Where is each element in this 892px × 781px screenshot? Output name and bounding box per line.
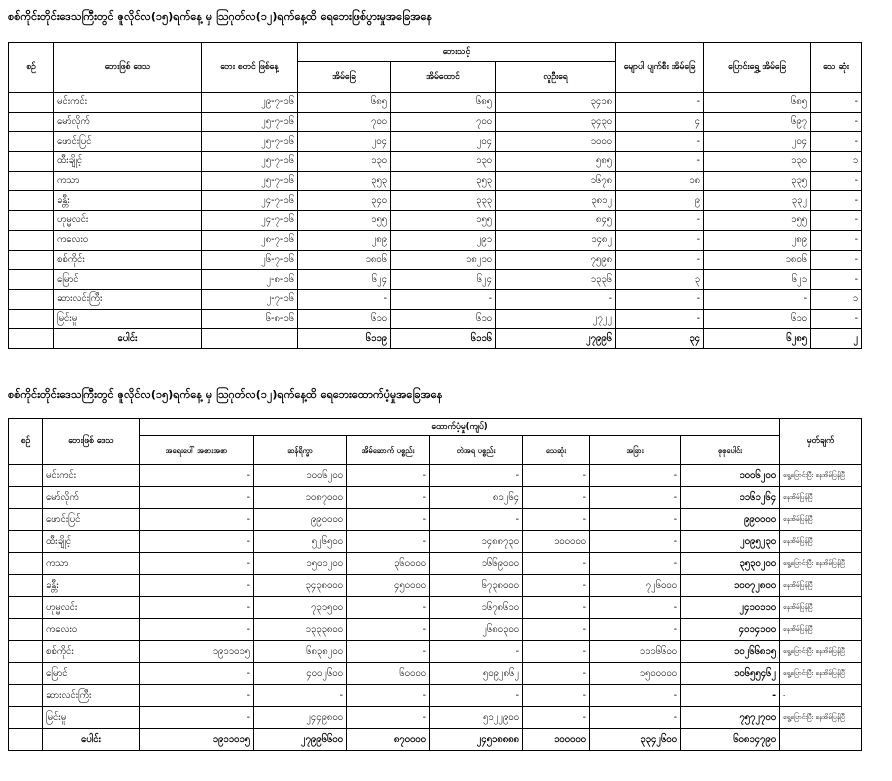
row-area: မြောင် [54, 270, 202, 290]
row-no [9, 707, 43, 729]
row-other: - [590, 531, 681, 553]
row-families: ၆၂၄ [391, 270, 496, 290]
row-other: ၁၁၁၆၆၀၀ [590, 641, 681, 663]
row-people: ၁၃၃၆ [496, 270, 616, 290]
table-row [9, 309, 862, 329]
row-no [9, 553, 43, 575]
row-relocated: ၁၅၅ [704, 211, 811, 231]
row-no [9, 93, 54, 113]
row-area: ကသာ [54, 171, 202, 191]
col-food: အရေးပေါ် အစားအစာ [140, 436, 254, 465]
row-total: ၁၀၀၇၂၈၀၀ [681, 575, 780, 597]
row-funeral: - [523, 685, 590, 707]
row-relocated: ၆၂၁ [704, 270, 811, 290]
row-remark: နေအိမ်ပြန်ပြီ [780, 531, 862, 553]
total-label: ပေါင်း [54, 329, 202, 349]
row-dead: - [811, 250, 862, 270]
table-row [9, 270, 862, 290]
total-people: ၂၇၉၉၆ [496, 329, 616, 349]
row-food: - [140, 553, 254, 575]
row-people: ၃၄၃၀ [496, 112, 616, 132]
row-rice: ၅၂၆၅၀၀ [254, 531, 347, 553]
row-food: - [140, 487, 254, 509]
row-no [9, 152, 54, 172]
row-other: - [590, 597, 681, 619]
row-families: ၂၀၄ [391, 132, 496, 152]
row-households: ၁၃၀ [298, 152, 391, 172]
row-people: ၈၄၅ [496, 211, 616, 231]
row-tarp: ၈၁၂၆၄ [430, 487, 523, 509]
row-area: မော်လိုက် [54, 112, 202, 132]
row-household-materials: - [347, 465, 430, 487]
row-total: ၁၁၆၁၂၆၄ [681, 487, 780, 509]
row-remark: - [780, 685, 862, 707]
row-destroyed: - [616, 132, 704, 152]
total-other: ၃၃၄၂၆၀၀ [590, 729, 681, 751]
row-dead: ၁ [811, 152, 862, 172]
row-funeral: ၁၀၀၀၀၀ [523, 531, 590, 553]
row-area: မြောင် [43, 663, 140, 685]
row-tarp: - [430, 509, 523, 531]
row-household-materials: ၆၀၀၀၀ [347, 663, 430, 685]
row-tarp: ၅၀၉၂၈၆၂ [430, 663, 523, 685]
row-remark: နေအိမ်ပြန်ပြီ [780, 597, 862, 619]
col-destroyed: မျောပါ ပျက်စီး အိမ်ခြေ [616, 43, 704, 93]
row-area: ကလေးဝ [54, 230, 202, 250]
row-remark: နေအိမ်ပြန်ပြီ [780, 575, 862, 597]
row-remark: ရွေ့ပြောင်းပြီး နေအိမ်ပြန်ပြီ [780, 707, 862, 729]
row-households: ၃၄၀ [298, 191, 391, 211]
row-rice: ၄၀၀၂၆၀၀ [254, 663, 347, 685]
row-relocated: ၂၀၄ [704, 132, 811, 152]
row-food: - [140, 707, 254, 729]
row-area: ခန္တီး [43, 575, 140, 597]
row-people: ၂၇၂၂ [496, 309, 616, 329]
row-total: - [681, 685, 780, 707]
row-dead: - [811, 191, 862, 211]
table-row [9, 465, 862, 487]
row-date: ၂၄-၇-၁၆ [202, 211, 298, 231]
row-area: ဖောင်းပြင် [43, 509, 140, 531]
row-funeral: - [523, 465, 590, 487]
row-funeral: - [523, 553, 590, 575]
row-destroyed: - [616, 211, 704, 231]
col-funeral: သေဆုံး [523, 436, 590, 465]
row-dead: - [811, 112, 862, 132]
row-date: ၂၅-၇-၁၆ [202, 112, 298, 132]
row-no [9, 641, 43, 663]
row-date: ၂၅-၇-၁၆ [202, 171, 298, 191]
row-total: ၃၅၃၀၂၀၀ [681, 553, 780, 575]
row-destroyed: ၁၈ [616, 171, 704, 191]
table-row [9, 230, 862, 250]
row-tarp: ၁၆၇၈၆၁၀ [430, 597, 523, 619]
row-families: ၆၁၀ [391, 309, 496, 329]
table-row [9, 641, 862, 663]
row-no [9, 191, 54, 211]
row-total: ၂၄၁၀၁၁၀ [681, 597, 780, 619]
row-no [9, 171, 54, 191]
row-household-materials: - [347, 597, 430, 619]
row-dead: - [811, 309, 862, 329]
row-household-materials: - [347, 531, 430, 553]
row-families: ၁၃၀ [391, 152, 496, 172]
row-other: ၇၂၆၀၀၀ [590, 575, 681, 597]
col-no: စဉ် [9, 419, 43, 465]
row-relocated: ၁၃၀ [704, 152, 811, 172]
row-food: - [140, 663, 254, 685]
row-no [9, 465, 43, 487]
total-families: ၆၁၁၆ [391, 329, 496, 349]
row-household-materials: - [347, 707, 430, 729]
row-destroyed: - [616, 250, 704, 270]
row-household-materials: - [347, 641, 430, 663]
row-dead: - [811, 270, 862, 290]
row-remark: နေအိမ်ပြန်ပြီ [780, 509, 862, 531]
row-total: ၁၀၂၆၆၈၁၅ [681, 641, 780, 663]
row-food: - [140, 531, 254, 553]
table-row [9, 93, 862, 113]
row-no [9, 230, 54, 250]
row-food: - [140, 685, 254, 707]
row-relocated: ၁၈၀၆ [704, 250, 811, 270]
table2-title: စစ်ကိုင်းတိုင်းဒေသကြီးတွင် ဇူလိုင်လ(၁၅)ရက်နေ့ မှ ဩဂုတ်လ(၁၂)ရက်နေ့ထိ ရေဘေးထောက်ပံ့မှုအခြေအနေ [8, 388, 443, 401]
row-families: ၂၉၁ [391, 230, 496, 250]
row-household-materials: ၃၆၀၀၀၀ [347, 553, 430, 575]
col-no: စဉ် [9, 43, 54, 93]
row-destroyed: ၉ [616, 191, 704, 211]
row-other: - [590, 553, 681, 575]
row-people: ၁၆၇၈ [496, 171, 616, 191]
row-total: ၁၀၀၆၂၀၀ [681, 465, 780, 487]
row-area: ထီးချိုင့် [54, 152, 202, 172]
row-other: - [590, 465, 681, 487]
row-food: ၁၉၁၁၀၁၅ [140, 641, 254, 663]
row-tarp: - [430, 641, 523, 663]
row-area: မြင်းမူ [43, 707, 140, 729]
row-dead: - [811, 230, 862, 250]
col-dead: သေ ဆုံး [811, 43, 862, 93]
row-total: ၄၀၁၄၁၀၀ [681, 619, 780, 641]
row-food: - [140, 619, 254, 641]
col-support: ထောက်ပံ့မှု(ကျပ်) [140, 419, 780, 436]
row-rice: ၁၀၈၇၀၀၀ [254, 487, 347, 509]
row-area: ကလေးဝ [43, 619, 140, 641]
row-area: စစ်ကိုင်း [54, 250, 202, 270]
row-remark: ရွေ့ပြောင်းပြီး နေအိမ်ပြန်ပြီ [780, 465, 862, 487]
row-area: မြင်းမူ [54, 309, 202, 329]
row-households: ၁၅၅ [298, 211, 391, 231]
row-food: - [140, 575, 254, 597]
row-rice: ၉၉၀၀၀၀ [254, 509, 347, 531]
row-area: စစ်ကိုင်း [43, 641, 140, 663]
total-food: ၁၉၁၁၀၁၅ [140, 729, 254, 751]
row-area: ကသာ [43, 553, 140, 575]
row-relocated: ၆၁၀ [704, 309, 811, 329]
row-relocated: ၆၈၅ [704, 93, 811, 113]
row-families: ၁၅၅ [391, 211, 496, 231]
row-households: ၆၈၅ [298, 93, 391, 113]
row-households: ၆၂၄ [298, 270, 391, 290]
row-families: ၁၈၂၁၀ [391, 250, 496, 270]
row-total: ၉၉၀၀၀၀ [681, 509, 780, 531]
row-date: ၂၅-၇-၁၆ [202, 132, 298, 152]
row-tarp: ၅၁၂၂၉၀၀ [430, 707, 523, 729]
total-households: ၆၁၁၉ [298, 329, 391, 349]
row-total: ၂၀၉၅၂၃၀ [681, 531, 780, 553]
row-remark: နေအိမ်ပြန်ပြီ [780, 619, 862, 641]
row-date: ၂၉-၇-၁၆ [202, 93, 298, 113]
row-tarp: ၁၄၈၈၇၃၀ [430, 531, 523, 553]
row-funeral: - [523, 487, 590, 509]
total-row [9, 729, 862, 751]
row-families: ၃၃၃ [391, 191, 496, 211]
row-area: ဆားလင်းကြီး [43, 685, 140, 707]
row-household-materials: ၄၅၀၀၀၀ [347, 575, 430, 597]
row-dead: - [811, 171, 862, 191]
row-destroyed: - [616, 152, 704, 172]
total-label: ပေါင်း [43, 729, 140, 751]
row-rice: ၁၅၀၁၂၀၀ [254, 553, 347, 575]
table-row [9, 663, 862, 685]
row-tarp: ၆၇၃၈၀၀၀ [430, 575, 523, 597]
row-rice: ၂၄၄၉၈၀၀ [254, 707, 347, 729]
row-area: ထီးချိုင့် [43, 531, 140, 553]
row-dead: - [811, 211, 862, 231]
row-no [9, 597, 43, 619]
row-relocated: ၃၃၂ [704, 191, 811, 211]
col-relocated: ပြောင်းရွှေ့ အိမ်ခြေ [704, 43, 811, 93]
table-row [9, 685, 862, 707]
total-dead: ၂ [811, 329, 862, 349]
table-row [9, 597, 862, 619]
row-funeral: - [523, 619, 590, 641]
total-total: ၆၀၈၁၄၇၉၀ [681, 729, 780, 751]
row-other: ၁၅၀၀၀၀၀ [590, 663, 681, 685]
row-other: - [590, 685, 681, 707]
row-total: ၇၅၇၂၇၀၀ [681, 707, 780, 729]
total-rice: ၂၇၉၉၆၆၀၀ [254, 729, 347, 751]
total-blank [9, 329, 54, 349]
row-date: ၂၅-၇-၁၆ [202, 152, 298, 172]
row-no [9, 663, 43, 685]
row-area: မင်းကင်း [43, 465, 140, 487]
table-row [9, 619, 862, 641]
table1-title: စစ်ကိုင်းတိုင်းဒေသကြီးတွင် ဇူလိုင်လ(၁၅)ရက်နေ့ မှ ဩဂုတ်လ(၁၂)ရက်နေ့ထိ ရေဘေးဖြစ်ပွားမှုအခြေအနေ [8, 10, 433, 23]
table-row [9, 152, 862, 172]
row-remark: ရွေ့ပြောင်းပြီး နေအိမ်ပြန်ပြီ [780, 663, 862, 685]
row-other: - [590, 509, 681, 531]
row-destroyed: ၃ [616, 270, 704, 290]
row-funeral: - [523, 597, 590, 619]
row-people: ၅၈၅ [496, 152, 616, 172]
table-row [9, 531, 862, 553]
row-rice: ၁၀၀၆၂၀၀ [254, 465, 347, 487]
row-date: ၂၆-၇-၁၆ [202, 250, 298, 270]
row-tarp: ၁၆၆၉၀၀၀ [430, 553, 523, 575]
col-date: ဘေး စတင် ဖြစ်နေ့ [202, 43, 298, 93]
row-dead: - [811, 93, 862, 113]
row-household-materials: - [347, 619, 430, 641]
total-blank [202, 329, 298, 349]
row-other: - [590, 707, 681, 729]
row-tarp: - [430, 465, 523, 487]
col-total: စုစုပေါင်း [681, 436, 780, 465]
row-area: ဟုမ္မလင်း [43, 597, 140, 619]
row-tarp: - [430, 685, 523, 707]
row-funeral: - [523, 707, 590, 729]
row-households: ၇၀၀ [298, 112, 391, 132]
row-families: ၃၅၃ [391, 171, 496, 191]
row-destroyed: - [616, 289, 704, 309]
row-funeral: - [523, 509, 590, 531]
row-people: ၁၀၀၀ [496, 132, 616, 152]
row-household-materials: - [347, 685, 430, 707]
row-remark: နေအိမ်ပြန်ပြီ [780, 487, 862, 509]
col-tarp: တဲအရ ပစ္စည်း [430, 436, 523, 465]
row-families: ၆၈၅ [391, 93, 496, 113]
row-households: ၃၅၃ [298, 171, 391, 191]
row-families: ၇၀၀ [391, 112, 496, 132]
total-destroyed: ၃၄ [616, 329, 704, 349]
table-row [9, 132, 862, 152]
row-people: ၇၅၉၈ [496, 250, 616, 270]
row-area: မင်းကင်း [54, 93, 202, 113]
row-relocated: ၆၉၇ [704, 112, 811, 132]
row-people: ၃၈၁၂ [496, 191, 616, 211]
row-rice: - [254, 685, 347, 707]
row-no [9, 211, 54, 231]
row-date: ၆-၈-၁၆ [202, 309, 298, 329]
total-row [9, 329, 862, 349]
row-remark: ရွေ့ပြောင်းပြီး နေအိမ်ပြန်ပြီ [780, 553, 862, 575]
table-row [9, 289, 862, 309]
col-area: ဘေးဖြစ် ဒေသ [43, 419, 140, 465]
row-relocated: - [704, 289, 811, 309]
row-no [9, 575, 43, 597]
total-relocated: ၆၂၈၅ [704, 329, 811, 349]
col-remark: မှတ်ချက် [780, 419, 862, 465]
row-household-materials: - [347, 509, 430, 531]
row-no [9, 250, 54, 270]
row-families: - [391, 289, 496, 309]
row-funeral: - [523, 575, 590, 597]
row-other: - [590, 487, 681, 509]
table-row [9, 112, 862, 132]
row-area: ဖောင်းပြင် [54, 132, 202, 152]
row-no [9, 309, 54, 329]
row-households: ၆၁၀ [298, 309, 391, 329]
row-people: ၁၄၈၂ [496, 230, 616, 250]
col-affected: ဘေးသင့် [298, 43, 616, 62]
row-households: ၁၈၀၆ [298, 250, 391, 270]
row-date: ၂-၈-၁၆ [202, 270, 298, 290]
row-date: ၂၄-၇-၁၆ [202, 191, 298, 211]
table-row [9, 707, 862, 729]
row-other: - [590, 619, 681, 641]
col-area: ဘေးဖြစ် ဒေသ [54, 43, 202, 93]
col-people: လူဦးရေ [496, 62, 616, 93]
row-no [9, 685, 43, 707]
total-household-materials: ၈၇၀၀၀၀ [347, 729, 430, 751]
row-dead: - [811, 132, 862, 152]
col-rice: ဆန်ရိက္ခာ [254, 436, 347, 465]
row-no [9, 270, 54, 290]
flood-impact-table [8, 42, 862, 349]
row-date: ၂၈-၇-၁၆ [202, 230, 298, 250]
row-rice: ၁၃၃၃၈၀၀ [254, 619, 347, 641]
row-dead: ၁ [811, 289, 862, 309]
col-families: အိမ်ထောင် [391, 62, 496, 93]
row-people: ၃၄၁၈ [496, 93, 616, 113]
row-no [9, 132, 54, 152]
row-food: - [140, 509, 254, 531]
row-no [9, 531, 43, 553]
total-tarp: ၂၄၅၁၈၈၈၈ [430, 729, 523, 751]
col-household-materials: အိမ်ဆောက် ပစ္စည်း [347, 436, 430, 465]
total-funeral: ၁၀၀၀၀၀ [523, 729, 590, 751]
row-no [9, 487, 43, 509]
flood-relief-table [8, 418, 862, 751]
row-destroyed: - [616, 93, 704, 113]
row-area: ဟုမ္မလင်း [54, 211, 202, 231]
row-households: - [298, 289, 391, 309]
table-row [9, 171, 862, 191]
table-row [9, 509, 862, 531]
row-total: ၁၀၆၅၅၄၆၂ [681, 663, 780, 685]
row-food: - [140, 465, 254, 487]
row-rice: ၆၈၃၈၂၀၀ [254, 641, 347, 663]
row-rice: ၃၄၃၈၀၀၀ [254, 575, 347, 597]
row-food: - [140, 597, 254, 619]
row-date: ၂-၇-၁၆ [202, 289, 298, 309]
row-area: ဆားလင်းကြီး [54, 289, 202, 309]
total-remark [780, 729, 862, 751]
row-people: - [496, 289, 616, 309]
row-area: ခန္တီး [54, 191, 202, 211]
table-row [9, 211, 862, 231]
table-row [9, 191, 862, 211]
row-tarp: ၂၆၈၀၃၀၀ [430, 619, 523, 641]
row-no [9, 112, 54, 132]
row-destroyed: - [616, 309, 704, 329]
col-other: အခြား [590, 436, 681, 465]
table-row [9, 553, 862, 575]
table-row [9, 250, 862, 270]
row-relocated: ၂၈၉ [704, 230, 811, 250]
table-row [9, 575, 862, 597]
row-funeral: - [523, 641, 590, 663]
row-area: မော်လိုက် [43, 487, 140, 509]
row-relocated: ၃၃၅ [704, 171, 811, 191]
table-row [9, 487, 862, 509]
row-remark: ရွေ့ပြောင်းပြီး နေအိမ်ပြန်ပြီ [780, 641, 862, 663]
col-households: အိမ်ခြေ [298, 62, 391, 93]
row-funeral: - [523, 663, 590, 685]
row-no [9, 619, 43, 641]
row-destroyed: - [616, 230, 704, 250]
row-household-materials: - [347, 487, 430, 509]
row-no [9, 289, 54, 309]
total-blank [9, 729, 43, 751]
row-households: ၂၈၉ [298, 230, 391, 250]
row-no [9, 509, 43, 531]
row-rice: ၇၃၁၅၀၀ [254, 597, 347, 619]
row-households: ၂၀၄ [298, 132, 391, 152]
row-destroyed: ၄ [616, 112, 704, 132]
